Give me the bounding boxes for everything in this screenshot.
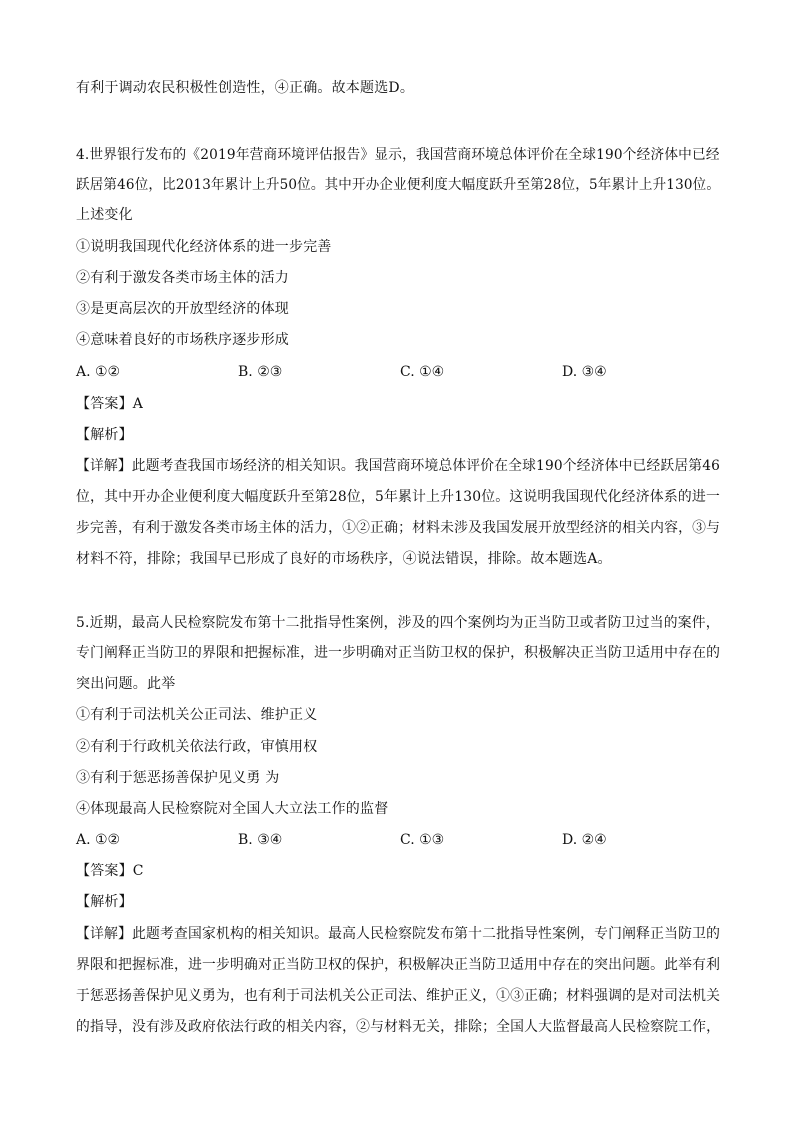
q5-option-b: B. ③④ — [238, 832, 283, 848]
q5-analysis-label: 【解析】 — [76, 894, 133, 910]
q4-stem-line-3: 上述变化 — [76, 207, 133, 223]
q5-detail-line-1: 【详解】此题考查国家机构的相关知识。最高人民检察院发布第十二批指导性案例，专门阐释正当防卫的 — [76, 926, 721, 942]
q4-option-b: B. ②③ — [238, 364, 283, 380]
q5-option-d: D. ②④ — [562, 832, 607, 848]
q5-answer: 【答案】C — [76, 863, 144, 879]
q5-detail-line-3: 于惩恶扬善保护见义勇为，也有利于司法机关公正司法、维护正义，①③正确；材料强调的是对司法机关 — [76, 988, 721, 1004]
q4-detail-line-2: 位，其中开办企业便利度大幅度跃升至第28位，5年累计上升130位。这说明我国现代化经济体系的进一 — [76, 489, 721, 505]
intro-line: 有利于调动农民积极性创造性，④正确。故本题选D。 — [76, 80, 415, 96]
q5-statement-1: ①有利于司法机关公正司法、维护正义 — [76, 707, 318, 723]
q4-answer: 【答案】A — [76, 396, 144, 412]
q5-stem-line-3: 突出问题。此举 — [76, 676, 176, 692]
q4-option-a: A. ①② — [76, 364, 121, 380]
q4-option-d: D. ③④ — [562, 364, 607, 380]
q4-stem-line-1: 4.世界银行发布的《2019年营商环境评估报告》显示，我国营商环境总体评价在全球190个经济体中已经 — [76, 147, 720, 163]
q4-detail-line-4: 材料不符，排除；我国早已形成了良好的市场秩序，④说法错误，排除。故本题选A。 — [76, 551, 612, 567]
q5-detail-line-2: 界限和把握标准，进一步明确对正当防卫权的保护，积极解决正当防卫适用中存在的突出问题。此举有利 — [76, 957, 721, 973]
q5-detail-line-4: 的指导，没有涉及政府依法行政的相关内容，②与材料无关，排除；全国人大监督最高人民检察院工作， — [76, 1019, 721, 1035]
q5-statement-3: ③有利于惩恶扬善保护见义勇 为 — [76, 770, 280, 786]
q5-stem-line-2: 专门阐释正当防卫的界限和把握标准，进一步明确对正当防卫权的保护，积极解决正当防卫适用中存在的 — [76, 645, 721, 661]
q5-options — [76, 830, 716, 850]
q4-statement-4: ④意味着良好的市场秩序逐步形成 — [76, 332, 289, 348]
q5-stem-line-1: 5.近期，最高人民检察院发布第十二批指导性案例，涉及的四个案例均为正当防卫或者防卫过当的案件， — [76, 615, 720, 631]
q4-detail-line-3: 步完善，有利于激发各类市场主体的活力，①②正确；材料未涉及我国发展开放型经济的相关内容，③与 — [76, 520, 721, 536]
q5-option-c: C. ①③ — [400, 832, 445, 848]
q4-stem-line-2: 跃居第46位，比2013年累计上升50位。其中开办企业便利度大幅度跃升至第28位，5年累计上升130位。 — [76, 177, 721, 193]
q5-statement-4: ④体现最高人民检察院对全国人大立法工作的监督 — [76, 801, 389, 817]
q4-statement-1: ①说明我国现代化经济体系的进一步完善 — [76, 239, 332, 255]
q4-statement-3: ③是更高层次的开放型经济的体现 — [76, 301, 289, 317]
q4-options — [76, 362, 716, 382]
q4-option-c: C. ①④ — [400, 364, 445, 380]
q4-analysis-label: 【解析】 — [76, 427, 133, 443]
q5-statement-2: ②有利于行政机关依法行政，审慎用权 — [76, 739, 318, 755]
q5-option-a: A. ①② — [76, 832, 121, 848]
q4-statement-2: ②有利于激发各类市场主体的活力 — [76, 270, 289, 286]
q4-detail-line-1: 【详解】此题考查我国市场经济的相关知识。我国营商环境总体评价在全球190个经济体中已经跃居第46 — [76, 458, 721, 474]
